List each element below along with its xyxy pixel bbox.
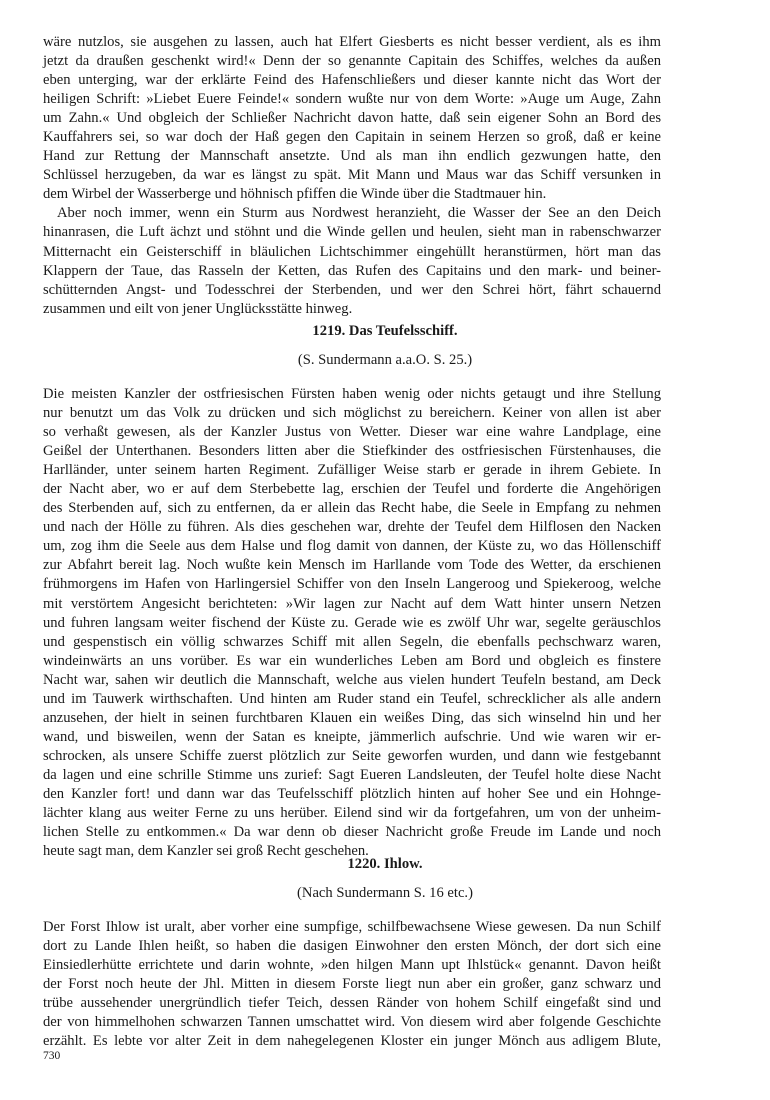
text-line: Hand zur Rettung der Mannschaft ansetzte. Und als man ihn endlich gezwungen hatte, den — [43, 148, 661, 165]
paragraph-ihlow — [43, 918, 661, 1051]
text-line: anzusehen, der hielt in seinen furchtbaren Klauen ein weißes Ding, das sich winselnd hin und her — [43, 709, 661, 726]
text-line: Der Forst Ihlow ist uralt, aber vorher eine sumpfige, schilfbewachsene Wiese gewesen. Da nun Schilf — [43, 919, 661, 935]
text-line: und nach der Hölle zu führen. Als dies geschehen war, drehte der Teufel dem Hilflosen den Nacken — [43, 519, 661, 536]
text-line: Mitternacht ein Geisterschiff in bläulichen Lichtschimmer eingehüllt heranstürmen, hört man das — [43, 243, 661, 260]
text-line: des Sterbenden auf, sich zu entfernen, da er allein das Recht habe, die Seele in Empfang zu nehmen — [43, 500, 661, 517]
text-line: Einsiedlerhütte errichtete und darin wohnte, »den hilgen Mann upt Ihlstück« genannt. Davon heißt — [43, 957, 661, 974]
text-line: frühmorgens im Hafen von Harlingersiel Schiffer von den Inseln Langeroog und Spiekeroog, welche — [43, 576, 661, 593]
text-line: eben unterging, war der erklärte Feind des Hafenschließers und dieser kannte nicht das Wort der — [43, 72, 661, 89]
text-line: Klappern der Taue, das Rasseln der Ketten, das Rufen des Capitains und den mark- und beiner- — [43, 262, 661, 279]
text-line: lichen Stelle zu entkommen.« Da war denn ob dieser Nachricht große Freude im Lande und noch — [43, 824, 661, 841]
text-line: windeinwärts an uns vorüber. Es war ein wunderliches Leben am Bord und obgleich es finstere — [43, 652, 661, 669]
text-line: wäre nutzlos, sie ausgehen zu lassen, auch hat Elfert Giesberts es nicht besser verdient, als es ihm — [43, 34, 661, 50]
text-line: um, zog ihm die Seele aus dem Halse und flog damit von dannen, der Küste zu, wo das Höllenschiff — [43, 538, 661, 555]
text-line: heute sagt man, dem Kanzler sei groß Recht geschehen. — [43, 843, 369, 860]
text-line: wand, und bisweilen, wenn der Satan es kneipte, jämmerlich aufschrie. Und wie waren wir er- — [43, 728, 661, 745]
text-line: den Kanzler fort! und dann war das Teufelsschiff plötzlich hinten auf hoher See und ein Hohnge- — [43, 785, 661, 802]
text-line: heiligen Schrift: »Liebet Euere Feinde!« sondern wußte nur von dem Worte: »Auge um Auge, Zahn — [43, 91, 661, 108]
section-heading-1219: 1219. Das Teufelsschiff. — [312, 323, 458, 339]
text-line: Geißel der Unterthanen. Besonders litten aber die Stiefkinder des ostfriesischen Fürstenhauses, die — [43, 443, 661, 460]
text-line: nur benutzt um das Volk zu drücken und sich möglichst zu bereichern. Keiner von allen ist aber — [43, 405, 661, 422]
text-line: mit verstörtem Angesicht berichteten: »Wir lagen zur Nacht auf dem Watt hinter unsern Netzen — [43, 595, 661, 612]
text-line: jetzt da draußen geschenkt wird!« Denn der so genannte Capitain des Schiffes, welches da außen — [43, 53, 661, 70]
text-line: um Zahn.« Und obgleich der Schließer Nachricht davon hatte, daß sein eigener Sohn an Bord des — [43, 110, 661, 127]
text-line: dort zu Lande Ihlen heißt, so haben die dasigen Einwohner den ersten Mönch, der dort sich eine — [43, 938, 661, 955]
text-line: der von himmelhohen schwarzen Tannen umschattet wird. Von diesem wird aber folgende Geschichte — [43, 1014, 661, 1031]
paragraph-teufelsschiff — [43, 385, 661, 861]
section-heading-1220: 1220. Ihlow. — [347, 856, 423, 872]
text-line: zusammen und eilt von jener Unglücksstätte hinweg. — [43, 300, 353, 317]
text-line: der Nacht aber, wo er auf dem Sterbebette lag, erschien der Teufel und forderte die Angehörigen — [43, 481, 661, 498]
text-line: Harlländer, unter seinem harten Regiment. Zufälliger Weise starb er gerade in ihrem Gebiete. In — [43, 462, 661, 479]
text-line: Schlüssel herzugeben, da war es längst zu spät. Mit Mann und Maus war das Schiff versunken in — [43, 167, 661, 184]
text-line: schrocken, als unsere Schiffe zuerst plötzlich zur Seite geworfen wurden, und dann wie festgebannt — [43, 747, 661, 764]
text-line: und fuhren langsam weiter fischend der Küste zu. Gerade wie es zwölf Uhr war, segelte geräuschlos — [43, 614, 661, 631]
text-line: der Forst noch heute der Jhl. Mitten in diesem Forste liegt nun aber ein großer, ganz schwarz und — [43, 976, 661, 993]
text-line: trübe aussehender unergründlich tiefer Teich, dessen Ränder von hohem Schilf eingefaßt sind und — [43, 995, 661, 1012]
text-line: zur Abfahrt bereit lag. Noch wußte kein Mensch im Harllande vom Tode des Wetter, da erschienen — [43, 557, 661, 574]
text-line: Kauffahrers sei, so war doch der Haß gegen den Capitain in seinem Herzen so groß, daß er keine — [43, 129, 661, 146]
text-line: und gespenstisch ein völlig schwarzes Schiff mit allen Segeln, die ebenfalls pechschwarz waren, — [43, 633, 661, 650]
text-line: lächter klang aus weiter Ferne zu uns herüber. Eilend sind wir da fortgefahren, um von der unheim- — [43, 805, 661, 822]
paragraph-hafenschliesser — [43, 33, 661, 319]
section-source-1219: (S. Sundermann a.a.O. S. 25.) — [297, 352, 473, 368]
text-line: Nacht war, sahen wir deutlich die Mannschaft, welche aus vielen hundert Teufeln bestand, am Deck — [43, 671, 661, 688]
section-source-1220: (Nach Sundermann S. 16 etc.) — [297, 885, 473, 901]
text-line: und im Tauwerk wirthschaften. Und hinten am Ruder stand ein Teufel, schrecklicher als alle andern — [43, 690, 661, 707]
text-line: Die meisten Kanzler der ostfriesischen Fürsten haben wenig oder nichts getaugt und ihre Stellung — [43, 386, 661, 402]
text-line: da lagen und eine schrille Stimme uns zurief: Sagt Eueren Landsleuten, der Teufel holte diese Nacht — [43, 766, 661, 783]
text-line: so verhaßt gewesen, als der Kanzler Justus von Wetter. Dieser war eine wahre Landplage, eine — [43, 424, 661, 441]
text-line: Aber noch immer, wenn ein Sturm aus Nordwest heranzieht, die Wasser der See an den Deich — [57, 205, 661, 222]
text-line: dem Wirbel der Wasserberge und höhnisch pfiffen die Winde über die Stadtmauer hin. — [43, 186, 547, 203]
text-line: schütternden Angst- und Todesschrei der Sterbenden, und wer den Schrei hört, fährt schauernd — [43, 281, 661, 298]
text-line: erzählt. Es lebte vor alter Zeit in dem nahegelegenen Kloster ein junger Mönch aus adligem Blute, — [43, 1033, 661, 1050]
page-number: 730 — [43, 1050, 61, 1062]
text-line: hinanrasen, die Luft ächzt und stöhnt und die Winde gellen und heulen, sieht man in rabenschwarzer — [43, 224, 661, 241]
